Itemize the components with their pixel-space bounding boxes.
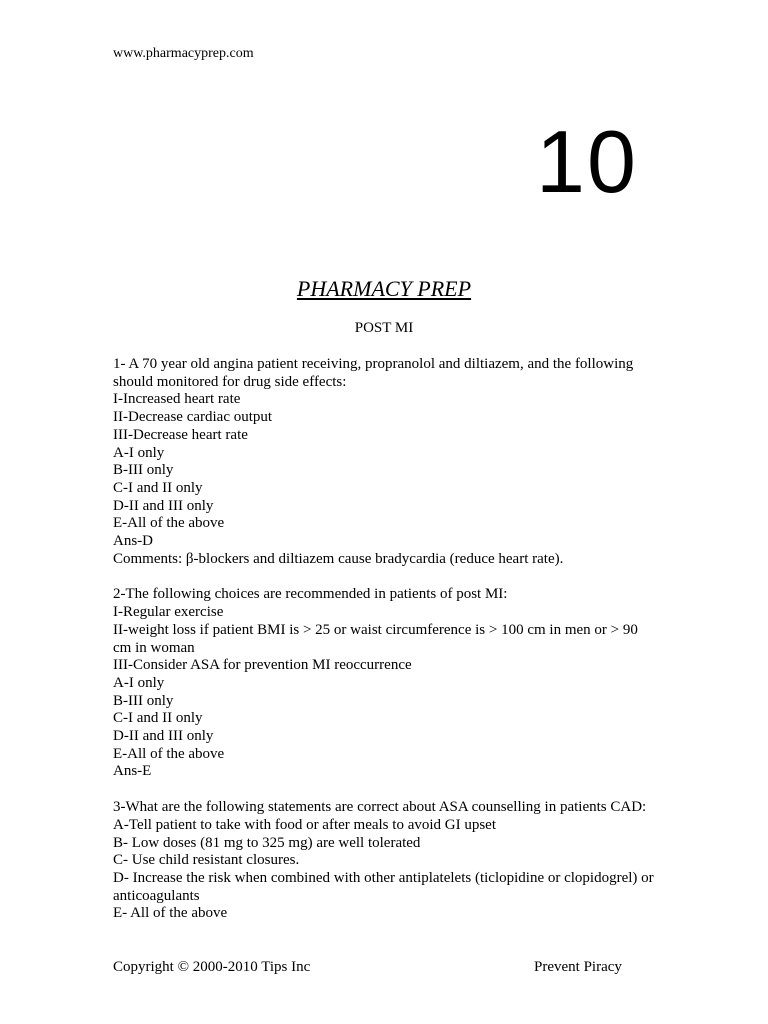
questions-content bbox=[113, 356, 658, 923]
question-stem: 1- A 70 year old angina patient receiving, propranolol and diltiazem, and the following should monitored for drug side effects: bbox=[113, 356, 634, 390]
statement: II-Decrease cardiac output bbox=[113, 409, 273, 426]
question-stem: 2-The following choices are recommended in patients of post MI: bbox=[113, 586, 508, 603]
statement: I-Increased heart rate bbox=[113, 391, 241, 408]
answer-key: Ans-E bbox=[113, 763, 152, 780]
answer-option: A-Tell patient to take with food or after meals to avoid GI upset bbox=[113, 816, 497, 833]
footer-notice: Prevent Piracy bbox=[534, 959, 622, 975]
answer-option: B-III only bbox=[113, 462, 174, 479]
answer-option: C-I and II only bbox=[113, 710, 203, 727]
answer-comment: Comments: β-blockers and diltiazem cause bradycardia (reduce heart rate). bbox=[113, 550, 564, 567]
answer-option: A-I only bbox=[113, 674, 165, 691]
question-3 bbox=[113, 799, 658, 923]
question-1 bbox=[113, 356, 658, 568]
question-stem: 3-What are the following statements are correct about ASA counselling in patients CAD: bbox=[113, 799, 647, 816]
footer-copyright: Copyright © 2000-2010 Tips Inc bbox=[113, 959, 311, 975]
answer-option: E-All of the above bbox=[113, 515, 225, 532]
page-title: PHARMACY PREP bbox=[296, 276, 472, 301]
header-url: www.pharmacyprep.com bbox=[113, 46, 254, 61]
section-subtitle: POST MI bbox=[354, 320, 414, 336]
answer-option: D- Increase the risk when combined with other antiplatelets (ticlopidine or clopidogrel) or anticoagulants bbox=[113, 869, 654, 904]
answer-option: E-All of the above bbox=[113, 745, 225, 762]
statement: III-Decrease heart rate bbox=[113, 426, 248, 443]
answer-option: C-I and II only bbox=[113, 479, 203, 496]
answer-option: B-III only bbox=[113, 692, 174, 709]
question-2 bbox=[113, 586, 658, 781]
answer-option: E- All of the above bbox=[113, 905, 228, 922]
answer-option: C- Use child resistant closures. bbox=[113, 852, 300, 869]
chapter-number: 10 bbox=[536, 112, 638, 211]
statement: III-Consider ASA for prevention MI reoccurrence bbox=[113, 657, 412, 674]
answer-option: D-II and III only bbox=[113, 497, 214, 514]
answer-option: A-I only bbox=[113, 444, 165, 461]
statement: I-Regular exercise bbox=[113, 604, 224, 621]
answer-key: Ans-D bbox=[113, 533, 153, 550]
answer-option: B- Low doses (81 mg to 325 mg) are well tolerated bbox=[113, 834, 421, 851]
answer-option: D-II and III only bbox=[113, 728, 214, 745]
statement: II-weight loss if patient BMI is > 25 or waist circumference is > 100 cm in men or > 90 cm in woman bbox=[113, 621, 638, 656]
